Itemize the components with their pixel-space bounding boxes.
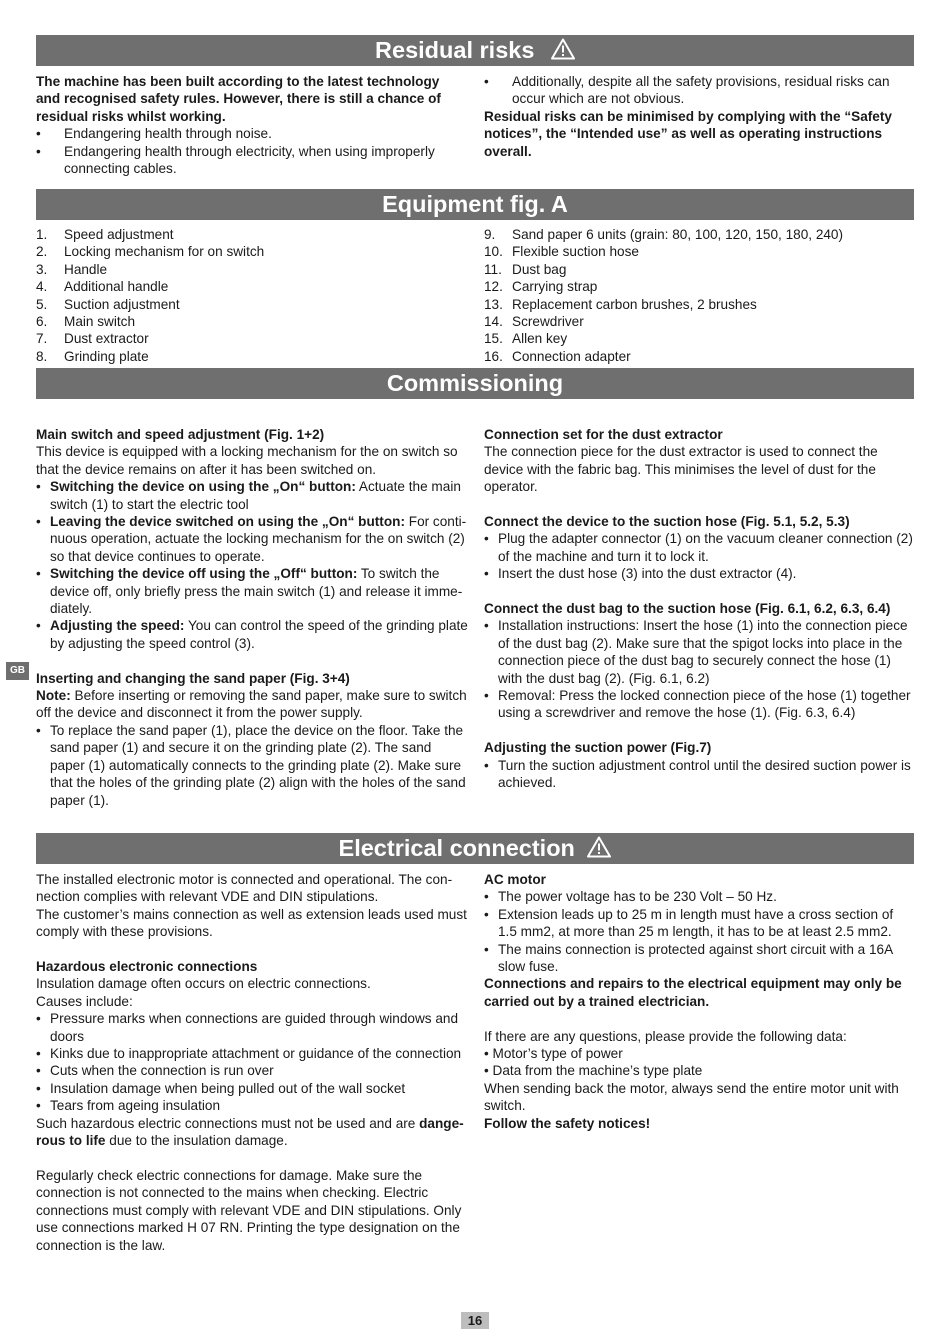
list-item: • Installation instructions: Insert the hose (1) into the connection piece of the dust bag (2). Make sure that the spigot locks into place in the connection piece of the dust bag to securely connect the hose (1) with the dust bag (2). (Fig. 6.1, 6.2) — [484, 617, 914, 687]
item-label: Suction adjustment — [64, 296, 180, 312]
warning-triangle-icon — [551, 38, 575, 60]
item-number: 16. — [484, 348, 503, 364]
section-title: Electrical connection — [338, 835, 575, 861]
sand-paper-note — [36, 687, 468, 722]
item-number: 10. — [484, 244, 503, 260]
language-tab: GB — [6, 662, 29, 680]
item-number: 15. — [484, 331, 503, 347]
hazard-after-pre: Such hazardous electric connections must not be used and are — [36, 1115, 420, 1131]
hazard-heading: Hazardous electronic connections — [36, 959, 258, 975]
list-item — [36, 565, 468, 617]
item-label: Dust extractor — [64, 331, 149, 347]
list-item: • Cuts when the connection is run over — [36, 1062, 468, 1079]
section-header-electrical — [36, 833, 914, 864]
sand-paper-heading: Inserting and changing the sand paper (Fig. 3+4) — [36, 670, 350, 686]
connection-set-heading: Connection set for the dust extractor — [484, 427, 723, 442]
section-title: Commissioning — [386, 370, 564, 396]
item-number: 9. — [484, 227, 496, 242]
suction-power-heading: Adjusting the suction power (Fig.7) — [484, 740, 712, 756]
item-number: 3. — [36, 261, 48, 277]
item-label: Replacement carbon brushes, 2 brushes — [512, 296, 757, 312]
section-title: Residual risks — [375, 37, 535, 63]
ac-motor-heading: AC motor — [484, 872, 546, 887]
equipment-item — [484, 296, 912, 313]
equipment-item — [36, 243, 456, 260]
electrical-intro-2: The customer’s mains connection as well as extension leads used must comply with these provisions. — [36, 906, 467, 940]
list-item: • Tears from ageing insulation — [36, 1097, 468, 1114]
item-bold: Switching the device on using the „On“ button: — [50, 479, 356, 495]
residual-right-column — [484, 73, 912, 160]
hazard-after — [36, 1115, 468, 1150]
equipment-item — [484, 226, 912, 243]
equipment-item — [484, 261, 912, 278]
item-label: Carrying strap — [512, 279, 598, 295]
equipment-item — [36, 278, 456, 295]
item-number: 6. — [36, 314, 48, 330]
item-number: 7. — [36, 331, 48, 347]
equipment-item — [36, 348, 456, 365]
equipment-item — [36, 330, 456, 347]
residual-intro: The machine has been built according to the latest technology and recognised safety rules. However, there is still a chance of residual risks whilst working. — [36, 74, 441, 124]
section-header-equipment — [36, 189, 914, 220]
residual-list — [36, 125, 456, 177]
item-label: Screwdriver — [512, 314, 584, 330]
note-text: Before inserting or removing the sand paper, make sure to switch off the device and disconnect it from the power supply. — [36, 688, 467, 721]
equipment-item — [484, 348, 912, 365]
item-number: 13. — [484, 296, 503, 312]
list-item — [36, 478, 468, 513]
list-item: • Removal: Press the locked connection piece of the hose (1) together using a screwdriver and remove the hose (1). (Fig. 6.3, 6.4) — [484, 687, 914, 722]
item-label: Handle — [64, 261, 108, 277]
dust-bag-heading: Connect the dust bag to the suction hose (Fig. 6.1, 6.2, 6.3, 6.4) — [484, 601, 891, 617]
item-number: 14. — [484, 314, 503, 330]
list-item: • Endangering health through electricity, when using improperly connecting cables. — [36, 143, 456, 178]
electrical-right-column — [484, 871, 914, 1132]
list-item: • To replace the sand paper (1), place the device on the floor. Take the sand paper (1) and secure it on the grinding plate (2). The sand paper (1) automatically connects to the grinding plate (2). Make sure that the holes of the grinding plate (2) align with the holes of the sand paper (1). — [36, 722, 468, 809]
equipment-item — [36, 296, 456, 313]
item-bold: Adjusting the speed: — [50, 618, 185, 634]
equipment-item — [484, 330, 912, 347]
questions-text: If there are any questions, please provide the following data: — [484, 1028, 847, 1044]
section-header-residual-risks — [36, 35, 914, 66]
item-label: Speed adjustment — [64, 227, 174, 242]
equipment-item — [36, 226, 456, 243]
residual-left-column — [36, 73, 456, 177]
connection-set-text: The connection piece for the dust extractor is used to connect the device with the fabric bag. This minimises the level of dust for the operator. — [484, 444, 878, 495]
equipment-item — [36, 261, 456, 278]
dust-bag-list — [484, 617, 914, 721]
page-number: 16 — [461, 1312, 489, 1329]
list-item: • The power voltage has to be 230 Volt – 50 Hz. — [484, 888, 914, 905]
list-item: • Kinks due to inappropriate attachment or guidance of the connection — [36, 1045, 468, 1062]
equipment-right-list — [484, 226, 912, 365]
main-switch-heading: Main switch and speed adjustment (Fig. 1+2) — [36, 427, 325, 442]
regular-check-text: Regularly check electric connections for damage. Make sure the connection is not connected to the mains when checking. Electric connections must comply with relevant VDE and DIN stipulations. Only use connections marked H 07 RN. Printing the type designation on the connection is the law. — [36, 1167, 462, 1253]
ac-motor-list — [484, 888, 914, 975]
item-label: Allen key — [512, 331, 568, 347]
item-label: Locking mechanism for on switch — [64, 244, 265, 260]
list-item: • Pressure marks when connections are guided through windows and doors — [36, 1010, 468, 1045]
hazard-after-post: due to the insulation damage. — [105, 1133, 288, 1149]
hazard-text-1: Insulation damage often occurs on electric connections. — [36, 976, 371, 992]
commissioning-right-column — [484, 426, 914, 791]
note-label: Note: — [36, 688, 71, 704]
item-label: Sand paper 6 units (grain: 80, 100, 120, 150, 180, 240) — [512, 227, 844, 242]
residual-summary: Residual risks can be minimised by complying with the “Safety notices”, the “Intended use” as well as operating instructions overall. — [484, 108, 892, 159]
main-switch-text: This device is equipped with a locking mechanism for the on switch so that the device remains on after it has been switched on. — [36, 444, 458, 477]
follow-safety-text: Follow the safety notices! — [484, 1115, 651, 1131]
item-label: Dust bag — [512, 261, 567, 277]
electrical-intro-1: The installed electronic motor is connected and operational. The con-nection complies with relevant VDE and DIN stipulations. — [36, 872, 453, 905]
list-item — [36, 617, 468, 652]
send-back-text: When sending back the motor, always send the entire motor unit with switch. — [484, 1080, 899, 1114]
electrical-left-column — [36, 871, 468, 1254]
main-switch-list — [36, 478, 468, 652]
warning-triangle-icon — [587, 836, 611, 858]
hazard-text-2: Causes include: — [36, 993, 133, 1009]
list-item: • Turn the suction adjustment control until the desired suction power is achieved. — [484, 757, 914, 792]
item-text: To switch the device off, only briefly press the main switch (1) and release it imme-diately. — [50, 566, 463, 617]
item-number: 11. — [484, 261, 502, 277]
item-number: 2. — [36, 244, 48, 260]
item-text: Actuate the main switch (1) to start the electric tool — [50, 479, 461, 512]
list-item: • Insert the dust hose (3) into the dust extractor (4). — [484, 565, 914, 582]
list-item: • Endangering health through noise. — [36, 125, 456, 142]
equipment-item — [484, 243, 912, 260]
item-bold: Switching the device off using the „Off“ button: — [50, 566, 358, 582]
suction-hose-list — [484, 530, 914, 582]
commissioning-left-column — [36, 426, 468, 809]
ac-motor-warning: Connections and repairs to the electrical equipment may only be carried out by a trained electrician. — [484, 976, 902, 1009]
list-item: • Plug the adapter connector (1) on the vacuum cleaner connection (2) of the machine and turn it to lock it. — [484, 530, 914, 565]
item-label: Grinding plate — [64, 348, 149, 364]
equipment-item — [484, 313, 912, 330]
residual-right-list — [484, 73, 912, 108]
list-item: • The mains connection is protected against short circuit with a 16A slow fuse. — [484, 941, 914, 976]
item-number: 1. — [36, 227, 48, 242]
item-text: You can control the speed of the grinding plate by adjusting the speed control (3). — [50, 618, 468, 651]
hazard-list — [36, 1010, 468, 1114]
list-item: • Insulation damage when being pulled out of the wall socket — [36, 1080, 468, 1097]
sand-paper-list — [36, 722, 468, 809]
list-item: • Additionally, despite all the safety provisions, residual risks can occur which are not obvious. — [484, 73, 912, 108]
item-bold: Leaving the device switched on using the „On“ button: — [50, 514, 405, 530]
item-label: Main switch — [64, 314, 136, 330]
item-number: 4. — [36, 279, 48, 295]
item-label: Additional handle — [64, 279, 169, 295]
list-item: • Extension leads up to 25 m in length must have a cross section of 1.5 mm2, at more than 25 m length, it has to be at least 2.5 mm2. — [484, 906, 914, 941]
item-label: Flexible suction hose — [512, 244, 639, 260]
question-item: • Motor’s type of power — [484, 1046, 623, 1062]
equipment-item — [484, 278, 912, 295]
section-header-commissioning — [36, 368, 914, 399]
item-number: 5. — [36, 296, 48, 312]
equipment-left-list — [36, 226, 456, 365]
equipment-item — [36, 313, 456, 330]
suction-hose-heading: Connect the device to the suction hose (Fig. 5.1, 5.2, 5.3) — [484, 514, 850, 530]
item-label: Connection adapter — [512, 348, 631, 364]
question-item: • Data from the machine’s type plate — [484, 1063, 703, 1079]
item-text: For conti-nuous operation, actuate the locking mechanism for the on switch (2) so that device continues to operate. — [50, 514, 467, 564]
hazard-after-bold: dange-rous to life — [36, 1115, 464, 1149]
suction-power-list — [484, 757, 914, 792]
section-title: Equipment fig. A — [382, 191, 568, 217]
item-number: 8. — [36, 348, 48, 364]
list-item — [36, 513, 468, 565]
item-number: 12. — [484, 279, 503, 295]
